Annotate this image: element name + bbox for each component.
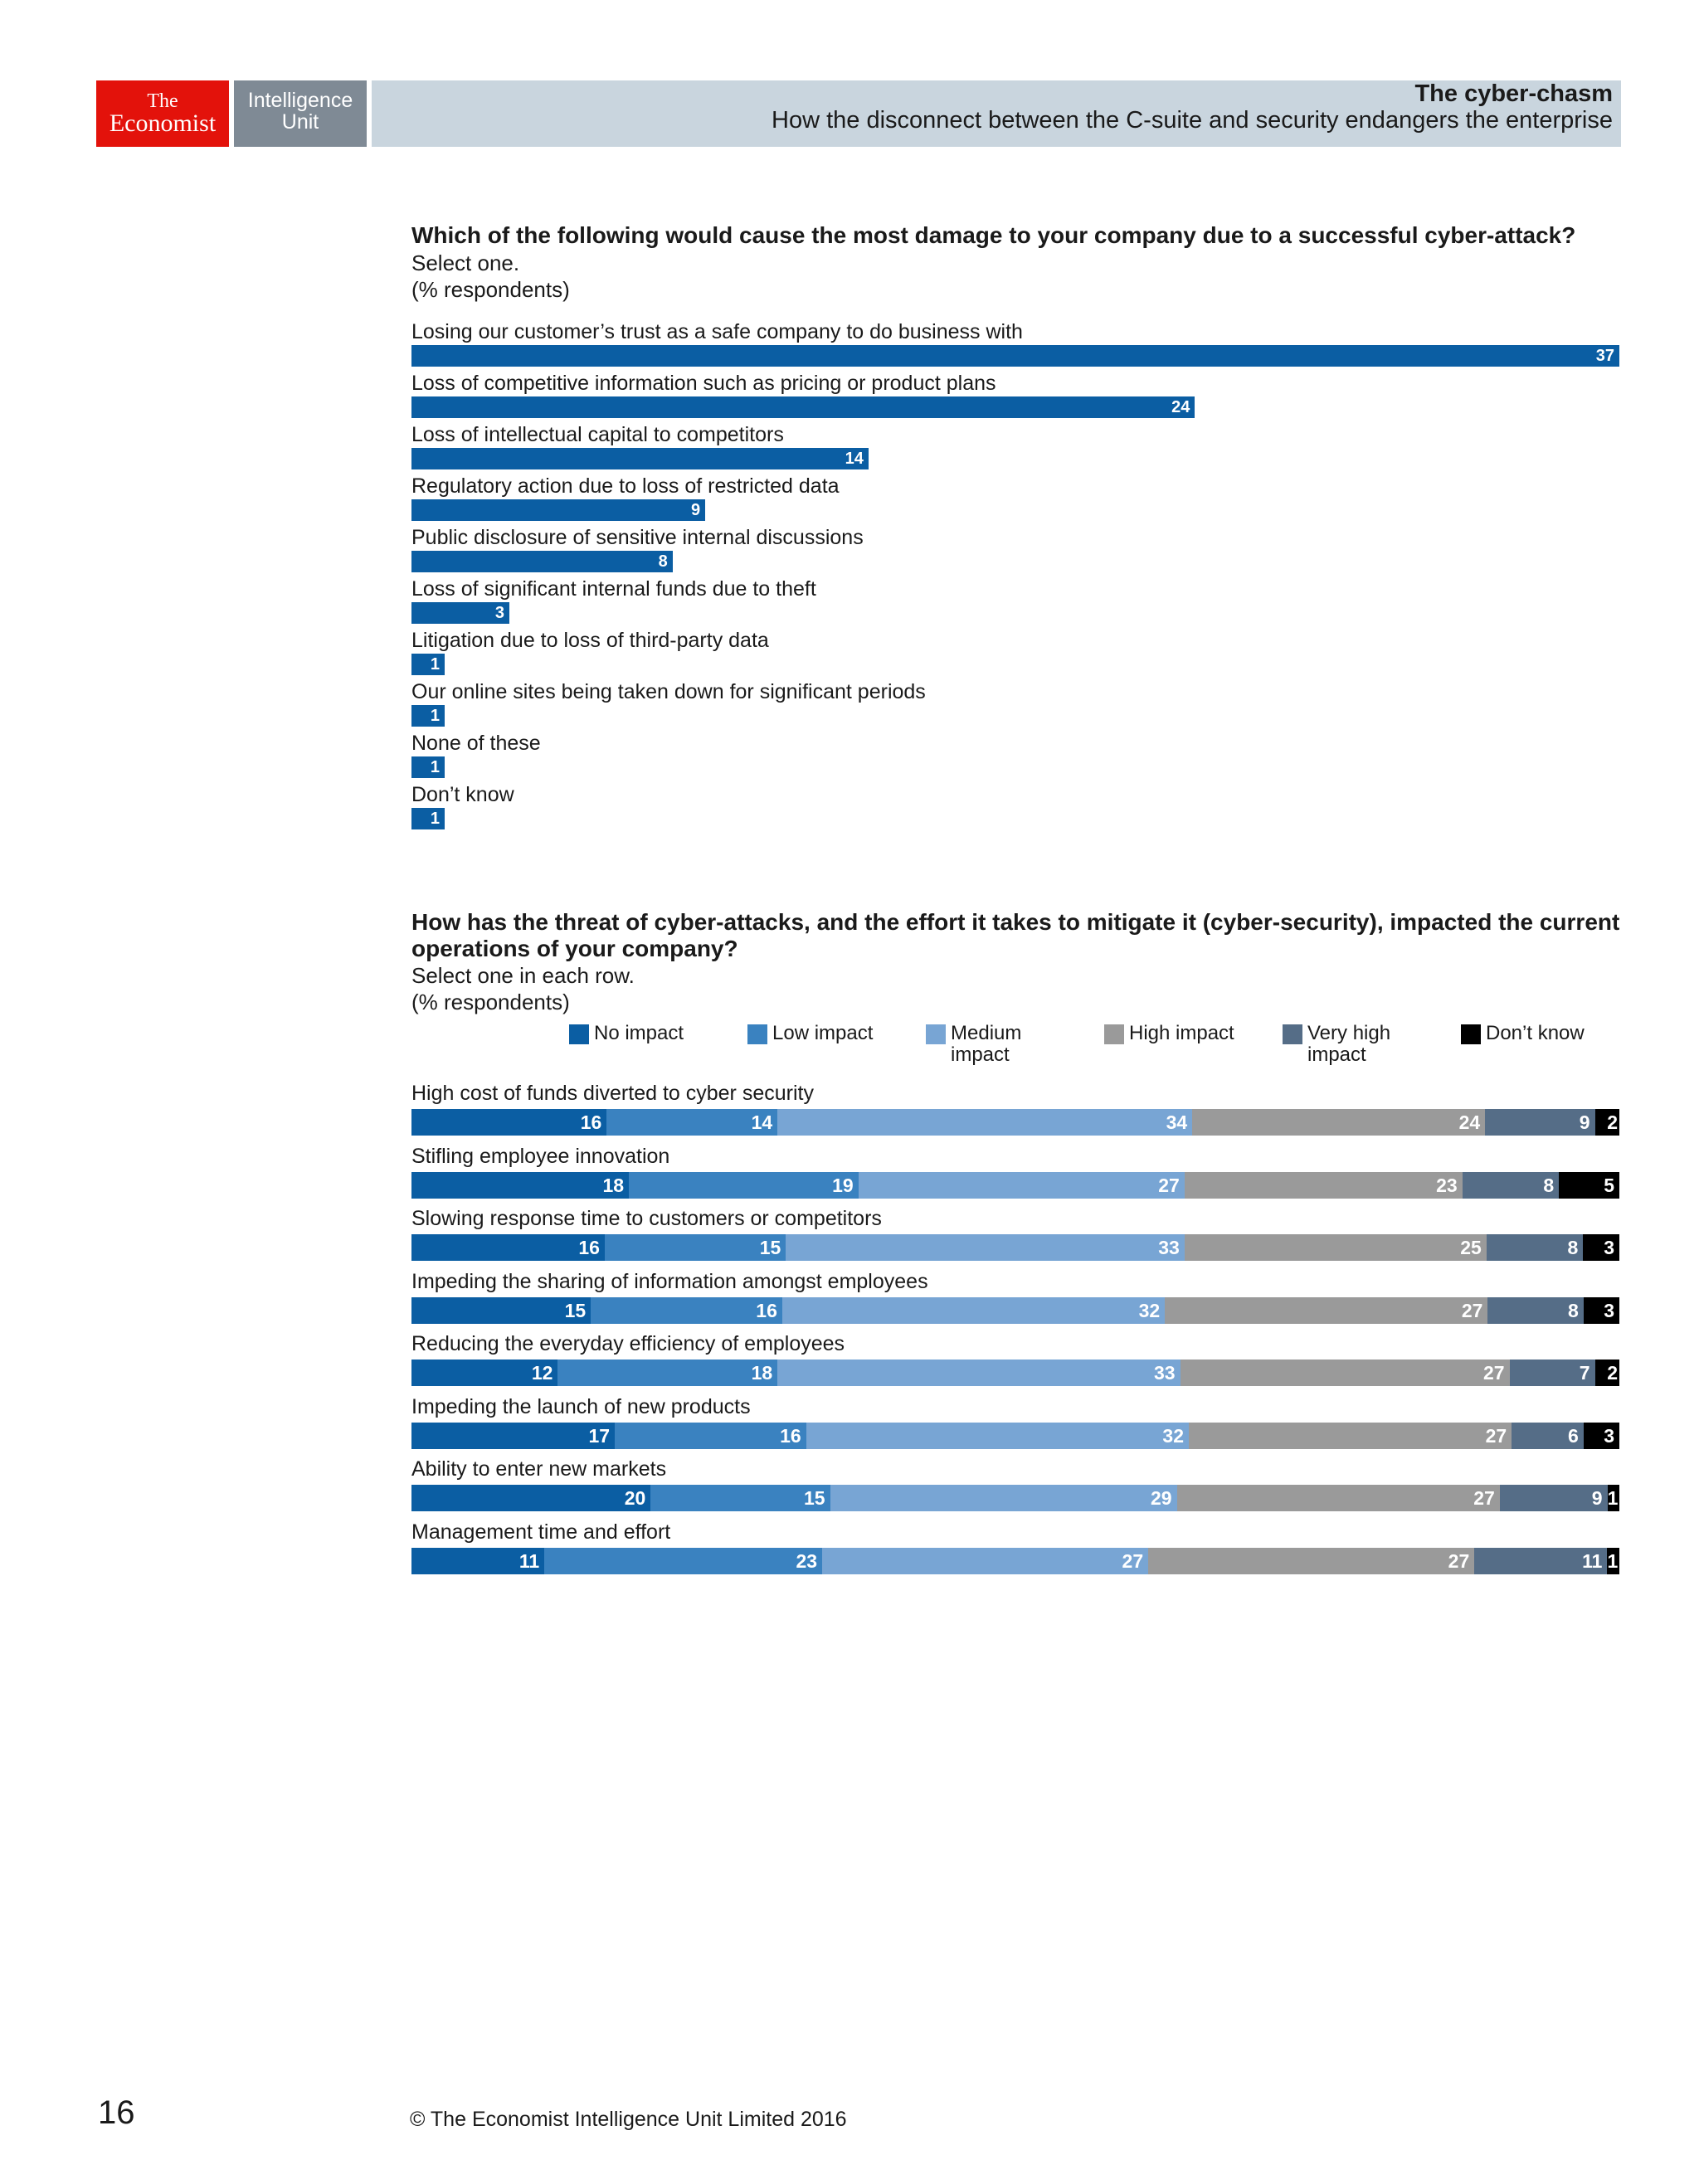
bar-segment [1485, 1109, 1594, 1136]
bar-segment [1148, 1548, 1474, 1574]
economist-logo-line1: The [147, 90, 178, 112]
bar [411, 499, 705, 521]
bar-category-label: Don’t know [411, 783, 514, 806]
segment-value-label: 23 [1436, 1174, 1458, 1196]
segment-value-label: 1 [1607, 1549, 1619, 1572]
bar [411, 756, 445, 778]
segment-value-label: 16 [580, 1111, 602, 1133]
stacked-row-label: Reducing the everyday efficiency of employees [411, 1332, 845, 1355]
segment-value-label: 2 [1607, 1111, 1618, 1133]
bar-segment [650, 1485, 830, 1511]
bar-segment [786, 1234, 1184, 1261]
stacked-row-label: Slowing response time to customers or competitors [411, 1207, 882, 1230]
segment-value-label: 27 [1483, 1362, 1505, 1384]
stacked-row-label: Impeding the launch of new products [411, 1394, 751, 1418]
bar-segment [544, 1548, 822, 1574]
bar-category-label: Losing our customer’s trust as a safe company to do business with [411, 320, 1023, 343]
bar-segment [411, 1109, 606, 1136]
bar-segment [1559, 1172, 1619, 1199]
report-title-band [372, 80, 1621, 147]
bar-segment [411, 1423, 615, 1449]
segment-value-label: 27 [1461, 1299, 1483, 1321]
segment-value-label: 27 [1122, 1549, 1144, 1572]
segment-value-label: 9 [1591, 1487, 1603, 1509]
segment-value-label: 16 [578, 1237, 600, 1258]
bar-category-label: Our online sites being taken down for significant periods [411, 680, 926, 703]
bar-segment [1607, 1548, 1619, 1574]
segment-value-label: 24 [1458, 1111, 1481, 1133]
legend-swatch-high-impact [1104, 1024, 1124, 1044]
bar-value-label: 8 [658, 552, 668, 571]
bar-segment [1177, 1485, 1500, 1511]
bar [411, 345, 1619, 367]
legend-label: No impact [594, 1022, 684, 1044]
stacked-bar-row [411, 1297, 1619, 1324]
segment-value-label: 16 [756, 1299, 777, 1321]
bar-segment [411, 1548, 544, 1574]
bar-segment [1192, 1109, 1485, 1136]
report-title: The cyber-chasm [1414, 80, 1613, 107]
bar-segment [777, 1109, 1192, 1136]
stacked-row-label: Stifling employee innovation [411, 1144, 670, 1168]
bar [411, 602, 509, 624]
bar-category-label: None of these [411, 732, 541, 755]
eiu-logo-line2: Unit [281, 110, 319, 134]
bar-segment [1583, 1234, 1619, 1261]
segment-value-label: 25 [1460, 1237, 1482, 1258]
question1-unit: (% respondents) [411, 277, 570, 302]
bar-segment [1584, 1423, 1619, 1449]
legend-swatch-no-impact [569, 1024, 589, 1044]
bar-value-label: 37 [1595, 347, 1614, 365]
stacked-bar-row [411, 1423, 1619, 1449]
bar-segment [1185, 1234, 1487, 1261]
bar-segment [822, 1548, 1148, 1574]
segment-value-label: 15 [564, 1299, 587, 1321]
bar-category-label: Loss of intellectual capital to competitors [411, 423, 784, 446]
question2-title: How has the threat of cyber-attacks, and the effort it takes to mitigate it (cyber-security), impacted the current operations of your company? [411, 909, 1620, 961]
bar-segment [629, 1172, 859, 1199]
stacked-bar-row [411, 1234, 1619, 1261]
segment-value-label: 18 [602, 1174, 625, 1196]
segment-value-label: 33 [1153, 1362, 1176, 1384]
legend-label: Very high impact [1307, 1022, 1391, 1066]
bar-value-label: 1 [430, 707, 440, 725]
segment-value-label: 17 [588, 1424, 611, 1447]
segment-value-label: 11 [518, 1549, 540, 1572]
legend-label: Low impact [772, 1022, 874, 1044]
eiu-logo [234, 80, 367, 147]
stacked-row-label: High cost of funds diverted to cyber security [411, 1082, 814, 1105]
stacked-row-label: Ability to enter new markets [411, 1457, 667, 1481]
bar-category-label: Loss of competitive information such as pricing or product plans [411, 372, 996, 395]
legend-label: Medium impact [951, 1022, 1022, 1066]
page-number: 16 [98, 2094, 135, 2131]
bar [411, 808, 445, 829]
segment-value-label: 9 [1579, 1111, 1590, 1133]
bar-segment [1165, 1297, 1487, 1324]
question1-title: Which of the following would cause the most damage to your company due to a successful cyber-attack? [411, 222, 1576, 248]
bar-category-label: Loss of significant internal funds due to theft [411, 577, 816, 601]
question2-instruction: Select one in each row. [411, 963, 635, 988]
bar-segment [411, 1485, 650, 1511]
stacked-bar-row [411, 1172, 1619, 1199]
legend-swatch-very-high-impact [1283, 1024, 1302, 1044]
bar-segment [1500, 1485, 1608, 1511]
bar-value-label: 1 [430, 810, 440, 828]
stacked-bar-row [411, 1548, 1619, 1574]
bar-segment [806, 1423, 1189, 1449]
bar-segment [1595, 1360, 1619, 1386]
bar-value-label: 24 [1171, 398, 1190, 416]
economist-logo [96, 80, 229, 147]
bar-segment [1189, 1423, 1512, 1449]
legend-swatch-medium-impact [926, 1024, 946, 1044]
bar [411, 396, 1195, 418]
segment-value-label: 8 [1567, 1299, 1579, 1321]
bar-segment [1487, 1297, 1583, 1324]
chart-legend [569, 1023, 1621, 1073]
bar [411, 654, 445, 675]
bar-segment [411, 1172, 629, 1199]
segment-value-label: 27 [1485, 1424, 1507, 1447]
segment-value-label: 15 [803, 1487, 825, 1509]
stacked-bar-row [411, 1109, 1619, 1136]
bar [411, 448, 869, 469]
bar [411, 551, 673, 572]
segment-value-label: 8 [1543, 1174, 1555, 1196]
legend-label: High impact [1129, 1022, 1234, 1044]
bar-value-label: 1 [430, 655, 440, 674]
segment-value-label: 27 [1448, 1549, 1470, 1572]
segment-value-label: 15 [759, 1237, 781, 1258]
segment-value-label: 27 [1158, 1174, 1180, 1196]
segment-value-label: 6 [1567, 1424, 1579, 1447]
segment-value-label: 23 [796, 1549, 818, 1572]
segment-value-label: 32 [1162, 1424, 1185, 1447]
bar-segment [1512, 1423, 1583, 1449]
segment-value-label: 19 [832, 1174, 854, 1196]
segment-value-label: 16 [780, 1424, 801, 1447]
bar-segment [1595, 1109, 1619, 1136]
segment-value-label: 18 [751, 1362, 773, 1384]
bar-value-label: 9 [691, 501, 701, 519]
bar-segment [606, 1109, 777, 1136]
stacked-row-label: Management time and effort [411, 1520, 671, 1544]
bar-segment [557, 1360, 777, 1386]
segment-value-label: 33 [1158, 1237, 1180, 1258]
segment-value-label: 7 [1579, 1362, 1590, 1384]
segment-value-label: 14 [751, 1111, 773, 1133]
bar-segment [615, 1423, 806, 1449]
segment-value-label: 34 [1166, 1111, 1188, 1133]
bar-value-label: 3 [494, 604, 505, 622]
bar-category-label: Litigation due to loss of third-party data [411, 629, 769, 652]
segment-value-label: 3 [1604, 1424, 1614, 1447]
bar-segment [411, 1360, 557, 1386]
bar-segment [830, 1485, 1177, 1511]
segment-value-label: 8 [1567, 1237, 1579, 1258]
segment-value-label: 12 [531, 1362, 553, 1384]
legend-swatch-dont-know [1461, 1024, 1481, 1044]
bar-category-label: Regulatory action due to loss of restricted data [411, 474, 840, 498]
segment-value-label: 3 [1604, 1237, 1614, 1258]
bar [411, 705, 445, 727]
bar-segment [1463, 1172, 1559, 1199]
legend-swatch-low-impact [747, 1024, 767, 1044]
bar-value-label: 14 [845, 450, 864, 468]
segment-value-label: 27 [1473, 1487, 1495, 1509]
segment-value-label: 3 [1604, 1299, 1614, 1321]
segment-value-label: 2 [1607, 1362, 1618, 1384]
stacked-bar-row [411, 1485, 1619, 1511]
economist-logo-line2: Economist [109, 109, 217, 137]
bar-category-label: Public disclosure of sensitive internal discussions [411, 526, 864, 549]
bar-segment [1181, 1360, 1510, 1386]
bar-segment [1474, 1548, 1607, 1574]
segment-value-label: 20 [624, 1487, 646, 1509]
bar-segment [777, 1360, 1180, 1386]
bar-segment [1185, 1172, 1463, 1199]
bar-value-label: 1 [430, 758, 440, 776]
bar-segment [411, 1297, 591, 1324]
bar-segment [1608, 1485, 1619, 1511]
bar-segment [859, 1172, 1185, 1199]
bar-segment [1487, 1234, 1583, 1261]
copyright: © The Economist Intelligence Unit Limited 2016 [410, 2108, 847, 2131]
eiu-logo-line1: Intelligence [247, 89, 353, 112]
segment-value-label: 32 [1138, 1299, 1161, 1321]
bar-segment [591, 1297, 782, 1324]
stacked-row-label: Impeding the sharing of information amongst employees [411, 1269, 928, 1293]
segment-value-label: 5 [1604, 1174, 1614, 1196]
bar-segment [411, 1234, 605, 1261]
bar-segment [605, 1234, 786, 1261]
bar-segment [782, 1297, 1165, 1324]
stacked-bar-row [411, 1360, 1619, 1386]
page-header [96, 80, 1621, 147]
question1-instruction: Select one. [411, 251, 520, 275]
segment-value-label: 29 [1151, 1487, 1172, 1509]
segment-value-label: 11 [1582, 1549, 1603, 1572]
report-subtitle: How the disconnect between the C-suite and security endangers the enterprise [772, 107, 1613, 134]
bar-segment [1584, 1297, 1619, 1324]
bar-segment [1510, 1360, 1595, 1386]
legend-label: Don’t know [1486, 1022, 1585, 1044]
segment-value-label: 1 [1607, 1487, 1619, 1509]
question2-unit: (% respondents) [411, 990, 570, 1014]
